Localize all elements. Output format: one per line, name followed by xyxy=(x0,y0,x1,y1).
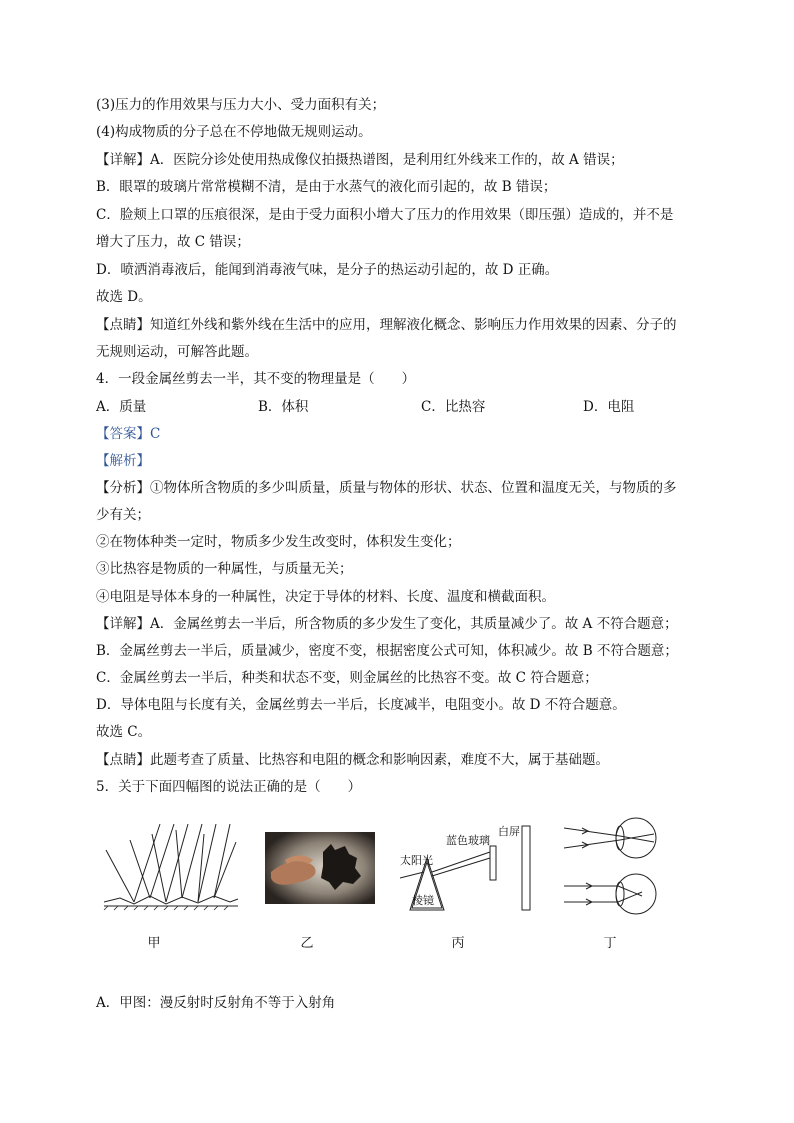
text-line: ②在物体种类一定时，物质多少发生改变时，体积发生变化； xyxy=(96,534,461,550)
text-line: 无规则运动，可解答此题。 xyxy=(96,344,258,360)
text-line: B．眼罩的玻璃片常常模糊不清，是由于水蒸气的液化而引起的，故 B 错误； xyxy=(96,179,557,195)
text-line: 故选 C。 xyxy=(96,724,152,740)
text-line: D．导体电阻与长度有关，金属丝剪去一半后，长度减半，电阻变小。故 D 不符合题意。 xyxy=(96,697,626,713)
q4-option-b: B．体积 xyxy=(258,399,309,415)
figure-caption-jia: 甲 xyxy=(147,936,161,951)
label-blue-glass: 蓝色玻璃 xyxy=(446,834,490,847)
figure-caption-bing: 丙 xyxy=(451,936,465,951)
text-line: 【详解】A．医院分诊处使用热成像仪拍摄热谱图，是利用红外线来工作的，故 A 错误； xyxy=(96,152,624,168)
text-line: 故选 D。 xyxy=(96,289,152,305)
eye-diagram-figure xyxy=(560,812,660,922)
text-line: 【分析】①物体所含物质的多少叫质量，质量与物体的形状、状态、位置和温度无关，与物质的多 xyxy=(96,480,677,496)
text-line: C．金属丝剪去一半后，种类和状态不变，则金属丝的比热容不变。故 C 符合题意； xyxy=(96,670,598,686)
text-line: ③比热容是物质的一种属性，与质量无关； xyxy=(96,561,353,577)
text-line: ④电阻是导体本身的一种属性，决定于导体的材料、长度、温度和横截面积。 xyxy=(96,589,555,605)
text-line: 少有关； xyxy=(96,507,150,523)
text-line: D．喷洒消毒液后，能闻到消毒液气味，是分子的热运动引起的，故 D 正确。 xyxy=(96,262,559,278)
q5-option-a: A．甲图：漫反射时反射角不等于入射角 xyxy=(96,995,336,1011)
text-line: 【点睛】此题考查了质量、比热容和电阻的概念和影响因素，难度不大，属于基础题。 xyxy=(96,752,609,768)
figure-caption-ding: 丁 xyxy=(603,936,617,951)
question-5-stem: 5．关于下面四幅图的说法正确的是（ ） xyxy=(96,779,362,795)
text-line: 【点睛】知道红外线和紫外线在生活中的应用，理解液化概念、影响压力作用效果的因素、分子的 xyxy=(96,317,677,333)
prism-figure xyxy=(398,822,548,914)
text-line: (3)压力的作用效果与压力大小、受力面积有关； xyxy=(96,97,386,113)
q4-option-d: D．电阻 xyxy=(583,399,635,415)
text-line: C．脸颊上口罩的压痕很深，是由于受力面积小增大了压力的作用效果（即压强）造成的，并不是 xyxy=(96,207,674,223)
label-prism: 棱镜 xyxy=(412,894,434,907)
hand-shadow-photo xyxy=(265,832,375,904)
diffuse-reflection-figure xyxy=(100,820,240,912)
question-4-stem: 4．一段金属丝剪去一半，其不变的物理量是（ ） xyxy=(96,371,416,387)
text-line: B．金属丝剪去一半后，质量减少，密度不变，根据密度公式可知，体积减少。故 B 不符合题意； xyxy=(96,643,678,659)
label-white-screen: 白屏 xyxy=(498,825,520,838)
text-line: 【详解】A．金属丝剪去一半后，所含物质的多少发生了变化，其质量减少了。故 A 不符合题意； xyxy=(96,616,678,632)
q4-option-c: C．比热容 xyxy=(421,399,486,415)
text-line: 增大了压力，故 C 错误； xyxy=(96,234,250,250)
text-line: (4)构成物质的分子总在不停地做无规则运动。 xyxy=(96,124,372,140)
q4-option-a: A．质量 xyxy=(96,399,147,415)
analysis-tag: 【解析】 xyxy=(96,453,150,469)
answer-tag: 【答案】C xyxy=(96,426,161,442)
figure-caption-yi: 乙 xyxy=(300,936,314,951)
label-sunlight: 太阳光 xyxy=(400,854,433,867)
